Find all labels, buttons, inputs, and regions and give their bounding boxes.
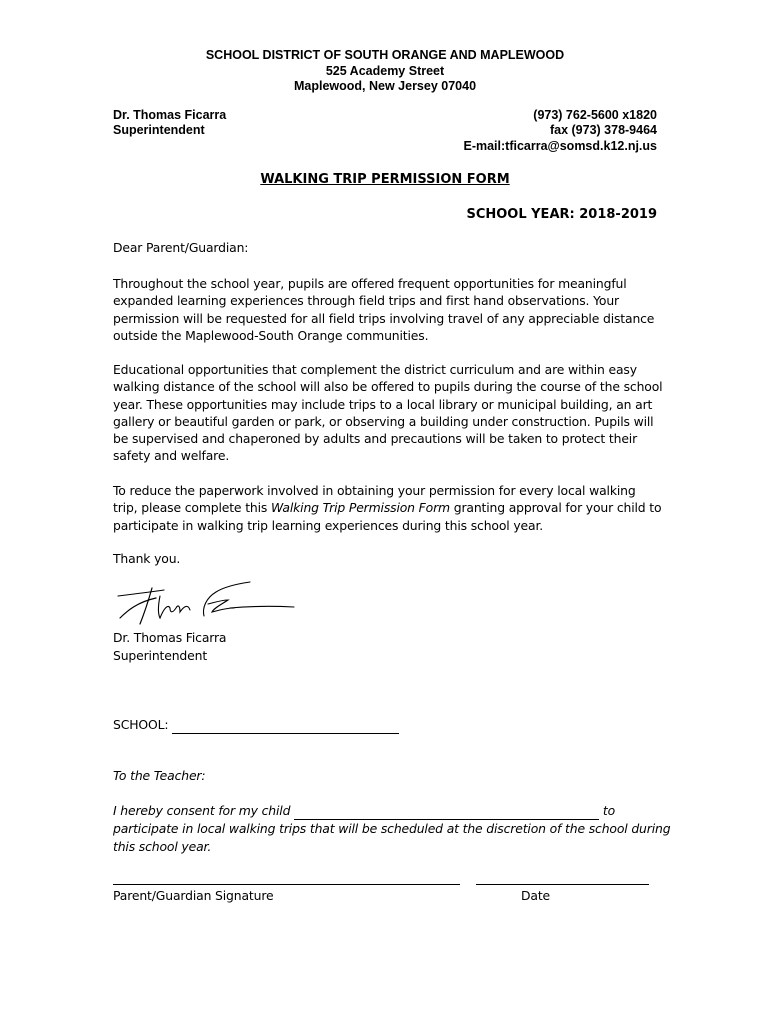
phone-number: (973) 762-5600 x1820: [533, 108, 657, 122]
parent-signature-label: Parent/Guardian Signature: [113, 888, 274, 903]
consent-start: I hereby consent for my child: [113, 803, 291, 818]
district-city: Maplewood, New Jersey 07040: [293, 79, 477, 93]
superintendent-role: Superintendent: [113, 123, 205, 137]
district-name: SCHOOL DISTRICT OF SOUTH ORANGE AND MAPLEWOOD: [205, 48, 565, 62]
consent-statement: [113, 802, 673, 855]
superintendent-name: Dr. Thomas Ficarra: [113, 108, 227, 122]
date-label: Date: [521, 888, 551, 903]
paragraph-3-start: To reduce the paperwork involved in obtaining your permission for every local walking trip, please complete this: [113, 483, 636, 516]
consent-to: to: [602, 803, 616, 818]
school-input-line[interactable]: [172, 716, 399, 734]
parent-signature-line[interactable]: [113, 884, 460, 885]
email-address[interactable]: E-mail:tficarra@somsd.k12.nj.us: [463, 139, 657, 153]
superintendent-signature: [112, 578, 302, 630]
school-label: SCHOOL:: [113, 717, 169, 732]
salutation: Dear Parent/Guardian:: [113, 240, 249, 255]
form-name-reference: Walking Trip Permission Form: [271, 500, 450, 516]
signature-name: Dr. Thomas Ficarra: [113, 630, 227, 645]
district-street: 525 Academy Street: [325, 64, 445, 78]
consent-rest: participate in local walking trips that will be scheduled at the discretion of the school during this school year.: [113, 821, 671, 854]
paragraph-2: Educational opportunities that complement the district curriculum and are within easy walking distance of the school will also be offered to pupils during the course of the school year. These opportunities may include trips to a local library or municipal building, an art gallery or beautiful garden or park, or observing a building under construction. Pupils will be supervised and chaperoned by adults and precautions will be taken to protect their safety and welfare.: [113, 362, 663, 464]
date-line[interactable]: [476, 884, 649, 885]
fax-number: fax (973) 378-9464: [549, 123, 657, 137]
school-year: SCHOOL YEAR: 2018-2019: [466, 207, 657, 222]
child-name-input-line[interactable]: [294, 802, 599, 820]
paragraph-3-end: granting approval for your child to participate in walking trip learning experiences during this school year.: [113, 500, 662, 533]
school-field: [113, 716, 663, 734]
paragraph-3: [113, 482, 663, 534]
to-teacher: To the Teacher:: [113, 768, 206, 783]
form-title: WALKING TRIP PERMISSION FORM: [260, 172, 510, 187]
closing: Thank you.: [113, 551, 181, 566]
paragraph-1: Throughout the school year, pupils are offered frequent opportunities for meaningful expanded learning experiences through field trips and first hand observations. Your permission will be requested for all field trips involving travel of any appreciable distance outside the Maplewood-South Orange communities.: [113, 276, 655, 343]
signature-role: Superintendent: [113, 648, 208, 663]
